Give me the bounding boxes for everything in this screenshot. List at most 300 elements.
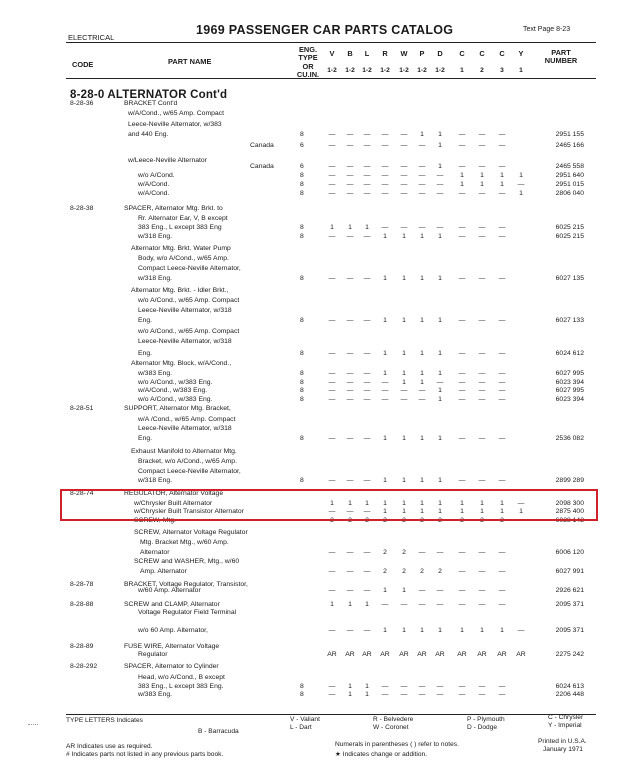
row-usage-mark: —: [400, 142, 408, 149]
row-usage-mark: —: [418, 224, 426, 231]
row-usage-mark: 1: [383, 370, 387, 377]
row-part-name: Alternator Mtg. Brkt. Water Pump: [131, 245, 231, 252]
row-usage-mark: —: [478, 587, 486, 594]
row-usage-mark: —: [436, 190, 444, 197]
row-eng-type: 8: [300, 370, 304, 377]
row-usage-mark: AR: [327, 651, 337, 658]
row-usage-mark: —: [346, 387, 354, 394]
row-usage-mark: —: [498, 477, 506, 484]
row-usage-mark: 2: [348, 517, 352, 524]
row-usage-mark: 1: [438, 370, 442, 377]
part-number-line: PART: [551, 48, 571, 57]
row-usage-mark: 1: [500, 181, 504, 188]
row-usage-mark: 1: [438, 163, 442, 170]
hash-note: # Indicates parts not listed in any previous parts book.: [66, 751, 224, 758]
row-usage-mark: —: [478, 190, 486, 197]
row-usage-mark: —: [363, 275, 371, 282]
row-eng-type: 8: [300, 350, 304, 357]
row-part-name: Compact Leece-Neville Alternator,: [138, 468, 241, 475]
row-usage-mark: —: [328, 568, 336, 575]
row-part-number: 6027 133: [555, 317, 584, 324]
row-part-name: REGULATOR, Alternator Voltage: [124, 490, 224, 497]
row-usage-mark: 1: [348, 601, 352, 608]
model-letter-header: Y: [518, 49, 524, 58]
row-usage-mark: —: [458, 131, 466, 138]
row-usage-mark: —: [346, 172, 354, 179]
row-usage-mark: 1: [438, 508, 442, 515]
row-part-name: Alternator Mtg. Brkt. - Idler Brkt.,: [131, 287, 229, 294]
row-usage-mark: 1: [383, 587, 387, 594]
row-usage-mark: 1: [330, 500, 334, 507]
row-part-name: Head, w/o A/Cond., B except: [138, 674, 225, 681]
row-part-name: w/A /Cond., w/65 Amp. Compact: [138, 416, 236, 423]
row-usage-mark: 1: [402, 275, 406, 282]
row-usage-mark: 1: [420, 379, 424, 386]
row-part-name: BRACKET, Voltage Regulator, Transistor,: [124, 581, 248, 588]
row-usage-mark: —: [346, 190, 354, 197]
row-usage-mark: —: [418, 387, 426, 394]
row-usage-mark: —: [328, 683, 336, 690]
row-usage-mark: —: [400, 172, 408, 179]
row-usage-mark: 1: [480, 172, 484, 179]
row-usage-mark: 1: [330, 601, 334, 608]
row-usage-mark: —: [328, 435, 336, 442]
row-usage-mark: 1: [438, 387, 442, 394]
row-usage-mark: AR: [399, 651, 409, 658]
row-usage-mark: —: [346, 549, 354, 556]
row-usage-mark: —: [436, 691, 444, 698]
row-usage-mark: —: [498, 350, 506, 357]
row-part-name: w/A/Cond.: [138, 181, 170, 188]
model-series-header: 1-2: [345, 67, 355, 74]
row-usage-mark: —: [400, 683, 408, 690]
row-usage-mark: —: [478, 233, 486, 240]
row-usage-mark: —: [517, 181, 525, 188]
row-usage-mark: —: [328, 691, 336, 698]
row-part-name: w/o A/Cond., w/65 Amp. Compact: [138, 297, 240, 304]
row-usage-mark: AR: [345, 651, 355, 658]
model-series-header: 1-2: [435, 67, 445, 74]
row-part-number: 6006 120: [555, 549, 584, 556]
row-code: 8-28-74: [70, 490, 94, 497]
model-series-header: 1-2: [399, 67, 409, 74]
row-usage-mark: —: [436, 587, 444, 594]
row-usage-mark: —: [498, 587, 506, 594]
row-part-number: 6023 394: [555, 379, 584, 386]
row-part-name: Rr. Alternator Ear, V, B except: [138, 215, 228, 222]
row-usage-mark: —: [498, 275, 506, 282]
row-usage-mark: —: [478, 691, 486, 698]
row-usage-mark: 2: [480, 517, 484, 524]
row-usage-mark: —: [346, 131, 354, 138]
row-usage-mark: —: [346, 627, 354, 634]
legend-item: R - Belvedere: [373, 716, 414, 723]
section-title: 8-28-0 ALTERNATOR Cont'd: [70, 89, 228, 101]
row-part-number: 6024 612: [555, 350, 584, 357]
row-usage-mark: 1: [500, 500, 504, 507]
row-part-name: FUSE WIRE, Alternator Voltage: [124, 643, 220, 650]
row-part-name: w/o A/Cond., w/383 Eng.: [138, 379, 213, 386]
row-usage-mark: —: [458, 396, 466, 403]
row-usage-mark: 2: [365, 517, 369, 524]
row-usage-mark: —: [418, 396, 426, 403]
row-eng-type: 8: [300, 131, 304, 138]
row-usage-mark: 1: [383, 477, 387, 484]
row-eng-type: 8: [300, 224, 304, 231]
table-row: [0, 273, 630, 284]
row-part-name: Alternator Mtg. Block, w/A/Cond.,: [131, 360, 232, 367]
row-part-number: 6027 991: [555, 568, 584, 575]
row-usage-mark: —: [346, 396, 354, 403]
numerals-note: Numerals in parentheses ( ) refer to notes.: [335, 741, 459, 748]
row-usage-mark: 1: [402, 379, 406, 386]
table-row: [0, 661, 630, 672]
row-eng-type: 8: [300, 683, 304, 690]
row-part-name: w/o 60 Amp. Alternator,: [138, 627, 208, 634]
row-part-number: 6025 215: [555, 224, 584, 231]
row-usage-mark: 1: [365, 500, 369, 507]
row-usage-mark: 1: [420, 275, 424, 282]
row-usage-mark: —: [458, 142, 466, 149]
row-usage-mark: —: [328, 379, 336, 386]
row-usage-mark: 2: [330, 517, 334, 524]
legend-item: D - Dodge: [467, 724, 498, 731]
legend-item: W - Coronet: [373, 724, 409, 731]
legend-item: P - Plymouth: [467, 716, 505, 723]
row-usage-mark: —: [363, 549, 371, 556]
row-usage-mark: 1: [519, 190, 523, 197]
part-number-line: NUMBER: [544, 56, 578, 66]
row-usage-mark: —: [363, 477, 371, 484]
row-usage-mark: —: [458, 163, 466, 170]
row-usage-mark: —: [436, 549, 444, 556]
table-row: [0, 433, 630, 444]
row-part-name: SCREW, Mtg.: [134, 517, 176, 524]
row-part-name: Regulator: [138, 651, 168, 658]
model-letter-header: C: [479, 49, 485, 58]
model-letter-header: W: [400, 49, 408, 58]
table-row: [0, 108, 630, 119]
table-row: [0, 315, 630, 326]
row-usage-mark: 2: [402, 568, 406, 575]
row-usage-mark: —: [498, 549, 506, 556]
row-usage-mark: 2: [383, 517, 387, 524]
table-row: [0, 607, 630, 618]
model-series-header: 1: [519, 67, 523, 74]
row-usage-mark: —: [418, 549, 426, 556]
row-eng-type: 6: [300, 163, 304, 170]
row-eng-type: 8: [300, 396, 304, 403]
model-letter-header: V: [329, 49, 335, 58]
row-eng-type: 8: [300, 477, 304, 484]
row-usage-mark: 1: [519, 172, 523, 179]
row-usage-mark: 2: [402, 549, 406, 556]
row-usage-mark: —: [400, 190, 408, 197]
row-usage-mark: —: [381, 379, 389, 386]
row-usage-mark: —: [458, 387, 466, 394]
row-usage-mark: 2: [383, 568, 387, 575]
row-usage-mark: AR: [417, 651, 427, 658]
row-part-name: w/A/Cond.: [138, 190, 170, 197]
row-usage-mark: —: [436, 224, 444, 231]
row-eng-type: 8: [300, 435, 304, 442]
row-part-name: Leece-Neville Alternator, w/383: [128, 121, 222, 128]
model-series-header: 1-2: [380, 67, 390, 74]
row-usage-mark: 1: [438, 142, 442, 149]
row-part-number: 2875 400: [555, 508, 584, 515]
row-usage-mark: —: [328, 549, 336, 556]
row-usage-mark: —: [346, 477, 354, 484]
row-usage-mark: 1: [460, 508, 464, 515]
row-usage-mark: —: [458, 568, 466, 575]
model-series-header: 3: [500, 67, 504, 74]
legend-item: Y - Imperial: [548, 722, 582, 729]
row-part-number: 6025 215: [555, 233, 584, 240]
row-usage-mark: 1: [348, 224, 352, 231]
table-row: [0, 649, 630, 660]
row-usage-mark: —: [498, 601, 506, 608]
row-usage-mark: 1: [438, 477, 442, 484]
row-code: 8-28-78: [70, 581, 94, 588]
row-usage-mark: —: [328, 142, 336, 149]
row-part-name: SCREW, Alternator Voltage Regulator: [134, 529, 248, 536]
row-usage-mark: 1: [519, 508, 523, 515]
row-eng-type: 8: [300, 379, 304, 386]
row-eng-type: 6: [300, 142, 304, 149]
row-usage-mark: —: [458, 317, 466, 324]
row-usage-mark: —: [363, 627, 371, 634]
row-part-name: Canada: [250, 163, 274, 170]
row-usage-mark: 1: [383, 500, 387, 507]
row-code: 8-28-36: [70, 100, 94, 107]
table-row: [0, 140, 630, 151]
stray-mark: [28, 724, 38, 725]
row-usage-mark: —: [363, 379, 371, 386]
row-code: 8-28-292: [70, 663, 98, 670]
row-usage-mark: 1: [438, 131, 442, 138]
row-usage-mark: —: [346, 587, 354, 594]
row-part-name: Leece-Neville Alternator, w/318: [138, 307, 232, 314]
row-usage-mark: —: [328, 587, 336, 594]
row-usage-mark: —: [478, 379, 486, 386]
row-usage-mark: 1: [383, 627, 387, 634]
table-row: [0, 475, 630, 486]
model-letter-header: C: [459, 49, 465, 58]
row-usage-mark: —: [458, 350, 466, 357]
row-usage-mark: 1: [420, 435, 424, 442]
star-note: ★ Indicates change or addition.: [335, 751, 428, 758]
row-part-name: w/o A/Cond., w/383 Eng.: [138, 396, 213, 403]
row-part-number: 6027 135: [555, 275, 584, 282]
row-usage-mark: —: [458, 601, 466, 608]
row-usage-mark: —: [418, 172, 426, 179]
row-usage-mark: AR: [497, 651, 507, 658]
section-label: ELECTRICAL: [68, 33, 115, 42]
row-usage-mark: —: [328, 370, 336, 377]
row-part-number: 2899 289: [555, 477, 584, 484]
row-part-name: Amp. Alternator: [140, 568, 187, 575]
row-usage-mark: —: [363, 317, 371, 324]
row-usage-mark: —: [328, 275, 336, 282]
row-eng-type: 8: [300, 691, 304, 698]
row-usage-mark: 1: [365, 224, 369, 231]
row-part-number: 2465 558: [555, 163, 584, 170]
row-part-name: SUPPORT, Alternator Mtg. Bracket,: [124, 405, 231, 412]
row-usage-mark: —: [478, 396, 486, 403]
row-usage-mark: 1: [420, 131, 424, 138]
row-part-name: w/o A/Cond.: [138, 172, 175, 179]
row-usage-mark: —: [346, 142, 354, 149]
row-usage-mark: —: [346, 435, 354, 442]
row-usage-mark: —: [498, 224, 506, 231]
row-part-name: 383 Eng., L except 383 Eng.: [138, 683, 224, 690]
row-usage-mark: 1: [420, 627, 424, 634]
row-usage-mark: 1: [402, 477, 406, 484]
row-part-name: w/383 Eng.: [138, 370, 173, 377]
row-usage-mark: —: [498, 142, 506, 149]
row-usage-mark: —: [478, 549, 486, 556]
model-letter-header: P: [419, 49, 425, 58]
row-usage-mark: —: [328, 172, 336, 179]
table-row: [0, 129, 630, 140]
row-part-name: Alternator: [140, 549, 170, 556]
row-usage-mark: —: [381, 396, 389, 403]
row-code: 8-28-88: [70, 601, 94, 608]
row-usage-mark: —: [498, 233, 506, 240]
row-usage-mark: —: [381, 163, 389, 170]
highlight-box: [60, 489, 598, 521]
row-usage-mark: —: [418, 163, 426, 170]
row-usage-mark: —: [458, 190, 466, 197]
row-usage-mark: —: [478, 350, 486, 357]
row-usage-mark: —: [400, 387, 408, 394]
model-letter-header: L: [364, 49, 370, 58]
row-usage-mark: 1: [402, 435, 406, 442]
row-usage-mark: —: [381, 683, 389, 690]
row-usage-mark: 1: [500, 627, 504, 634]
col-part-number-header: [538, 49, 584, 66]
row-usage-mark: 1: [348, 691, 352, 698]
row-usage-mark: 1: [402, 233, 406, 240]
row-part-number: 2465 166: [555, 142, 584, 149]
model-series-header: 2: [480, 67, 484, 74]
row-eng-type: 8: [300, 172, 304, 179]
row-part-number: 2806 040: [555, 190, 584, 197]
row-usage-mark: —: [363, 435, 371, 442]
row-usage-mark: —: [363, 587, 371, 594]
row-usage-mark: AR: [516, 651, 526, 658]
row-part-name: w/383 Eng.: [138, 691, 173, 698]
row-usage-mark: 1: [330, 224, 334, 231]
row-usage-mark: —: [381, 601, 389, 608]
row-eng-type: 8: [300, 233, 304, 240]
row-usage-mark: —: [458, 435, 466, 442]
row-usage-mark: —: [478, 435, 486, 442]
row-usage-mark: 1: [438, 233, 442, 240]
row-part-name: w/A/Cond., w/383 Eng.: [138, 387, 208, 394]
row-part-number: 2206 448: [555, 691, 584, 698]
row-usage-mark: 1: [500, 508, 504, 515]
row-usage-mark: —: [400, 163, 408, 170]
row-usage-mark: —: [458, 370, 466, 377]
row-part-name: Body, w/o A/Cond., w/65 Amp.: [138, 255, 229, 262]
row-usage-mark: —: [498, 435, 506, 442]
row-usage-mark: —: [458, 275, 466, 282]
model-letter-header: B: [347, 49, 353, 58]
row-usage-mark: —: [458, 379, 466, 386]
row-usage-mark: 1: [460, 181, 464, 188]
row-usage-mark: —: [328, 317, 336, 324]
row-usage-mark: —: [458, 691, 466, 698]
row-usage-mark: 1: [383, 317, 387, 324]
row-part-name: Mtg. Bracket Mtg., w/60 Amp.: [140, 539, 229, 546]
row-part-name: Eng.: [138, 350, 152, 357]
row-usage-mark: 2: [500, 517, 504, 524]
row-part-number: 6024 613: [555, 683, 584, 690]
row-usage-mark: 1: [438, 435, 442, 442]
row-usage-mark: —: [346, 275, 354, 282]
row-usage-mark: —: [458, 224, 466, 231]
row-usage-mark: —: [498, 387, 506, 394]
row-usage-mark: —: [363, 172, 371, 179]
row-usage-mark: 1: [383, 435, 387, 442]
row-part-number: 2536 082: [555, 435, 584, 442]
row-usage-mark: —: [328, 396, 336, 403]
row-usage-mark: 1: [438, 500, 442, 507]
row-usage-mark: 1: [480, 500, 484, 507]
model-letter-header: C: [499, 49, 505, 58]
row-usage-mark: AR: [435, 651, 445, 658]
row-part-number: 2951 155: [555, 131, 584, 138]
row-eng-type: 8: [300, 275, 304, 282]
row-usage-mark: 1: [438, 275, 442, 282]
row-part-name: w/Leece-Neville Alternator: [128, 157, 207, 164]
row-usage-mark: —: [381, 181, 389, 188]
row-part-number: 6023 394: [555, 396, 584, 403]
row-usage-mark: —: [478, 275, 486, 282]
legend-item: C - Chrysler: [548, 714, 584, 721]
row-usage-mark: —: [436, 181, 444, 188]
row-usage-mark: —: [517, 500, 525, 507]
row-usage-mark: 2: [383, 549, 387, 556]
row-usage-mark: —: [458, 233, 466, 240]
row-part-name: BRACKET Cont'd: [124, 100, 178, 107]
row-part-name: Eng.: [138, 317, 152, 324]
row-usage-mark: 1: [438, 396, 442, 403]
row-part-number: 6027 995: [555, 370, 584, 377]
legend-item: L - Dart: [290, 724, 312, 731]
table-row: [0, 188, 630, 199]
row-usage-mark: 1: [402, 627, 406, 634]
page-reference: Text Page 8-23: [523, 26, 571, 33]
row-usage-mark: —: [400, 396, 408, 403]
row-usage-mark: 1: [500, 172, 504, 179]
row-usage-mark: —: [478, 683, 486, 690]
row-usage-mark: 1: [348, 500, 352, 507]
row-usage-mark: 2: [402, 517, 406, 524]
row-usage-mark: 1: [420, 317, 424, 324]
row-usage-mark: —: [458, 683, 466, 690]
row-part-name: Canada: [250, 142, 274, 149]
row-usage-mark: —: [436, 172, 444, 179]
row-part-name: w/Chrysler Built Alternator: [134, 500, 213, 507]
model-series-header: 1-2: [327, 67, 337, 74]
col-code-header: CODE: [72, 60, 94, 69]
row-usage-mark: —: [381, 172, 389, 179]
row-usage-mark: 1: [402, 500, 406, 507]
row-usage-mark: —: [498, 190, 506, 197]
row-part-number: 2095 371: [555, 601, 584, 608]
